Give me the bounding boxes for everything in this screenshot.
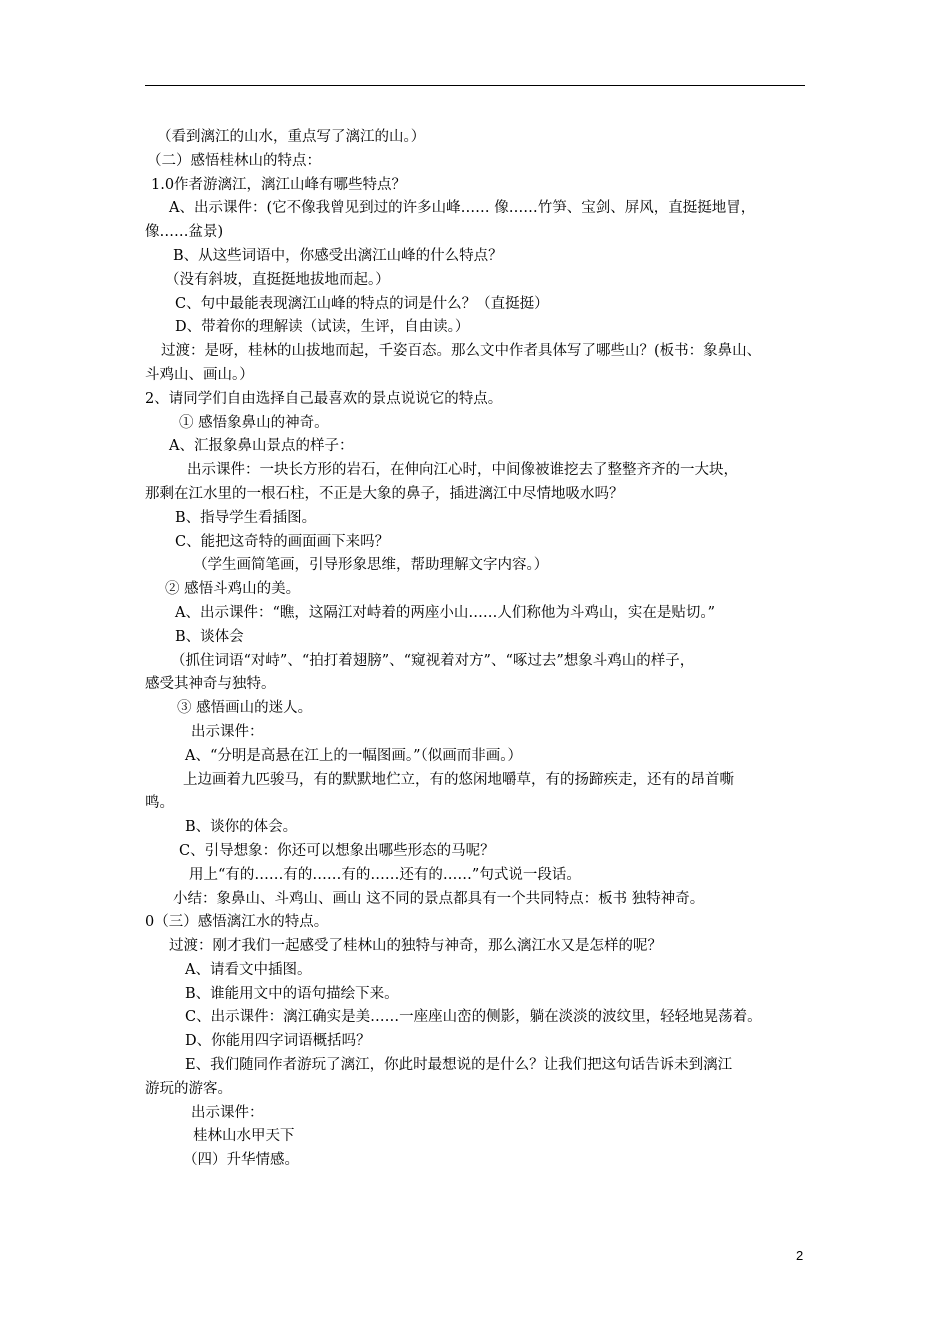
text-line: 像……盆景)	[145, 224, 224, 241]
text-line: （四）升华情感。	[183, 1152, 299, 1169]
document-body	[145, 126, 817, 1173]
text-line: A、出示课件：“瞧，这隔江对峙着的两座小山……人们称他为斗鸡山，实在是贴切。”	[175, 604, 716, 621]
text-line: （二）感悟桂林山的特点：	[147, 152, 321, 169]
text-line: （看到漓江的山水，重点写了漓江的山。）	[157, 129, 426, 145]
text-line: C、引导想象：你还可以想象出哪些形态的马呢？	[179, 842, 495, 859]
text-line: 那剩在江水里的一根石柱，不正是大象的鼻子，插进漓江中尽情地吸水吗？	[145, 485, 624, 502]
page-number: 2	[796, 1248, 804, 1263]
text-line: A、出示课件：(它不像我曾见到过的许多山峰…… 像……竹笋、宝剑、屏风，直挺挺地冒，	[169, 200, 756, 217]
text-line: C、出示课件：漓江确实是美……一座座山峦的侧影，躺在淡淡的波纹里，轻轻地晃荡着。	[185, 1009, 762, 1026]
text-line: 0（三）感悟漓江水的特点。	[145, 914, 329, 931]
text-line: B、谈体会	[175, 628, 244, 645]
text-line: A、“分明是高悬在江上的一幅图画。”（似画而非画。）	[185, 747, 523, 764]
text-line: 斗鸡山、画山。）	[145, 366, 254, 383]
text-line: A、汇报象鼻山景点的样子：	[169, 438, 354, 455]
text-line: 小结：象鼻山、斗鸡山、画山 这不同的景点都具有一个共同特点：板书 独特神奇。	[173, 890, 705, 907]
text-line: ② 感悟斗鸡山的美。	[165, 581, 301, 598]
text-line: 鸣。	[145, 795, 174, 812]
text-line: （抓住词语“对峙”、“拍打着翅膀”、“窥视着对方”、“啄过去”想象斗鸡山的样子，	[171, 652, 695, 669]
text-line: 1.0作者游漓江，漓江山峰有哪些特点？	[151, 176, 407, 193]
text-line: B、谁能用文中的语句描绘下来。	[185, 985, 399, 1002]
text-line: 上边画着九匹骏马，有的默默地伫立，有的悠闲地嚼草，有的扬蹄疾走，还有的昂首嘶	[183, 771, 734, 788]
text-line: C、能把这奇特的画面画下来吗？	[175, 533, 390, 550]
header-rule	[145, 85, 805, 86]
text-line: 出示课件：	[191, 1104, 264, 1121]
text-line: 2、请同学们自由选择自己最喜欢的景点说说它的特点。	[145, 390, 503, 407]
text-line: B、从这些词语中，你感受出漓江山峰的什么特点？	[173, 247, 503, 264]
text-line: 感受其神奇与独特。	[145, 676, 276, 693]
text-line: 出示课件：	[191, 723, 264, 740]
text-line: 游玩的游客。	[145, 1080, 232, 1097]
text-line: E、我们随同作者游玩了漓江，你此时最想说的是什么？让我们把这句话告诉未到漓江	[185, 1057, 733, 1074]
text-line: C、句中最能表现漓江山峰的特点的词是什么？（直挺挺）	[175, 295, 549, 312]
text-line: A、请看文中插图。	[185, 961, 312, 978]
text-line: 过渡：刚才我们一起感受了桂林山的独特与神奇，那么漓江水又是怎样的呢？	[169, 938, 662, 955]
text-line: 用上“有的……有的……有的……还有的……”句式说一段话。	[189, 866, 581, 883]
text-line: ③ 感悟画山的迷人。	[177, 700, 313, 717]
text-line: B、谈你的体会。	[185, 819, 298, 836]
text-line: 出示课件：一块长方形的岩石，在伸向江心时，中间像被谁挖去了整整齐齐的一大块，	[187, 462, 738, 479]
text-line: （没有斜坡，直挺挺地拔地而起。）	[165, 271, 390, 288]
text-line: （学生画简笔画，引导形象思维，帮助理解文字内容。）	[193, 557, 549, 574]
text-line: B、指导学生看插图。	[175, 509, 317, 526]
text-line: D、带着你的理解读（试读，生评，自由读。）	[175, 319, 470, 336]
text-line: 桂林山水甲天下	[193, 1128, 295, 1145]
text-line: ① 感悟象鼻山的神奇。	[179, 414, 329, 431]
text-line: 过渡：是呀，桂林的山拔地而起，千姿百态。那么文中作者具体写了哪些山？(板书：象鼻山、	[161, 343, 762, 360]
text-line: D、你能用四字词语概括吗？	[185, 1033, 371, 1050]
